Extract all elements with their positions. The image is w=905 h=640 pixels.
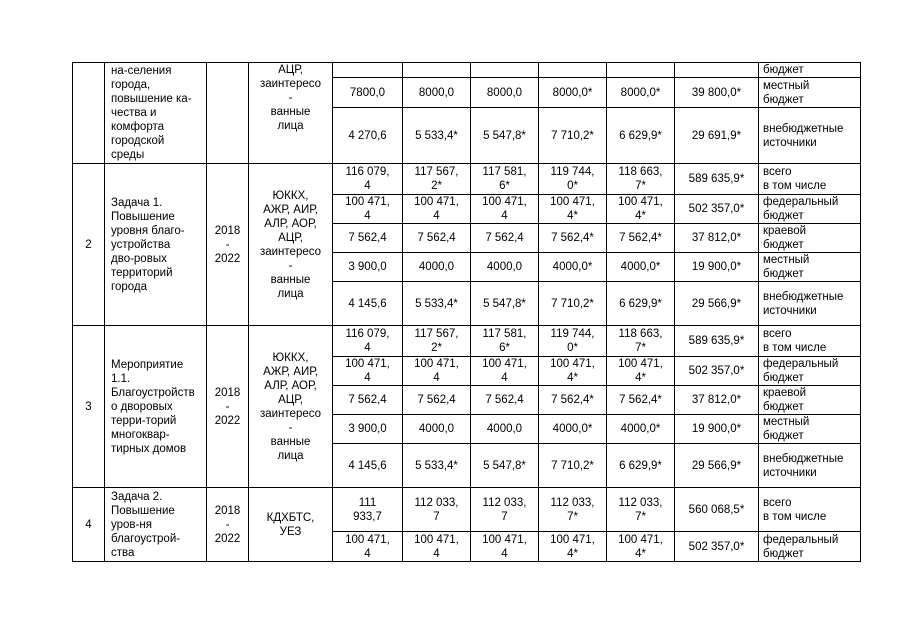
year-value [539, 532, 607, 562]
funding-source [759, 224, 861, 253]
text-line: уров-ня [111, 518, 152, 531]
budget-table-page [72, 62, 861, 562]
funding-source [759, 415, 861, 444]
year-value [403, 63, 471, 78]
row-number: 4 [73, 488, 105, 562]
year-value: 4000,0* [607, 415, 675, 444]
total-value: 502 357,0* [675, 357, 759, 386]
total-value: 560 068,5* [675, 488, 759, 532]
funding-source [759, 195, 861, 224]
year-value: 7 562,4* [607, 386, 675, 415]
year-value [333, 357, 403, 386]
row-number: 2 [73, 164, 105, 326]
year-value: 4 270,6 [333, 108, 403, 164]
year-value [403, 326, 471, 357]
year-value: 3 900,0 [333, 253, 403, 282]
text-line: 100 471, [482, 358, 527, 370]
year-value [471, 532, 539, 562]
text-line: КДХБТС, [266, 511, 315, 524]
year-value [471, 164, 539, 195]
year-value [471, 326, 539, 357]
text-line: 1.1. [111, 372, 131, 385]
text-line: 100 471, [550, 196, 595, 208]
text-line: 116 079, [345, 328, 390, 340]
text-line: 117 567, [414, 328, 459, 340]
text-line: - [288, 92, 293, 104]
year-value: 4000,0* [539, 253, 607, 282]
year-value [471, 488, 539, 532]
period-years [207, 326, 249, 488]
text-line: 100 471, [618, 358, 663, 370]
text-line: - [225, 238, 230, 251]
year-value [539, 164, 607, 195]
text-line: 112 033, [618, 496, 663, 509]
text-line: города [111, 280, 147, 293]
text-line: 111 [358, 496, 377, 509]
text-line: бюджет [763, 430, 804, 442]
year-value: 8000,0* [539, 78, 607, 108]
text-line: бюджет [763, 401, 804, 413]
text-line: федеральный [763, 533, 839, 546]
text-line: среды [111, 149, 145, 161]
executors [249, 63, 333, 164]
text-line: АЖР, АИР, [263, 365, 318, 378]
year-value [403, 357, 471, 386]
year-value [607, 357, 675, 386]
text-line: заинтересо [259, 245, 322, 258]
year-value: 5 547,8* [471, 108, 539, 164]
text-line: ЮККХ, [272, 189, 309, 202]
total-value: 39 800,0* [675, 78, 759, 108]
text-line: 4 [433, 547, 440, 560]
year-value [607, 532, 675, 562]
text-line: 100 471, [414, 533, 459, 546]
text-line: заинтересо [259, 407, 322, 420]
text-line: 2018 [214, 386, 241, 399]
text-line: АЛР, АОР, [264, 217, 317, 230]
year-value: 5 533,4* [403, 108, 471, 164]
text-line: 100 471, [618, 533, 663, 546]
text-line: бюджет [763, 372, 804, 384]
total-value: 589 635,9* [675, 326, 759, 357]
text-line: УЕЗ [279, 525, 302, 538]
text-line: 2022 [214, 532, 241, 545]
year-value [539, 326, 607, 357]
table-row [73, 488, 861, 532]
executors [249, 488, 333, 562]
text-line: источники [763, 466, 817, 479]
text-line: 4* [567, 372, 578, 384]
budget-table [72, 62, 861, 562]
year-value [607, 195, 675, 224]
year-value [607, 488, 675, 532]
year-value: 7 710,2* [539, 444, 607, 488]
text-line: 933,7 [353, 510, 382, 523]
year-value: 4000,0 [471, 415, 539, 444]
total-value: 37 812,0* [675, 224, 759, 253]
text-line: федеральный [763, 358, 839, 370]
text-line: ванные [270, 435, 311, 448]
task-description [105, 326, 207, 488]
text-line: 100 471, [414, 196, 459, 208]
text-line: - [225, 400, 230, 413]
text-line: бюджет [763, 547, 804, 560]
year-value: 7 710,2* [539, 108, 607, 164]
text-line: заинтересо [259, 78, 322, 90]
text-line: краевой [763, 387, 807, 399]
year-value: 7 562,4 [333, 224, 403, 253]
year-value: 4000,0* [607, 253, 675, 282]
funding-source [759, 253, 861, 282]
year-value: 5 533,4* [403, 282, 471, 326]
total-value: 589 635,9* [675, 164, 759, 195]
text-line: 100 471, [482, 196, 527, 208]
text-line: - [288, 421, 293, 434]
text-line: АЦР, [278, 64, 303, 76]
total-value: 29 691,9* [675, 108, 759, 164]
funding-source [759, 444, 861, 488]
executors [249, 326, 333, 488]
year-value: 7800,0 [333, 78, 403, 108]
funding-source [759, 108, 861, 164]
table-row [73, 326, 861, 357]
text-line: 112 033, [482, 496, 527, 509]
text-line: источники [763, 136, 817, 149]
text-line: - [225, 518, 230, 531]
text-line: 4 [364, 547, 371, 560]
text-line: 4 [433, 372, 440, 384]
text-line: городской [111, 135, 165, 147]
year-value [403, 532, 471, 562]
total-value [675, 63, 759, 78]
year-value: 7 562,4* [539, 224, 607, 253]
text-line: 6* [499, 342, 510, 354]
year-value: 8000,0* [607, 78, 675, 108]
year-value [539, 357, 607, 386]
text-line: лица [277, 449, 304, 462]
text-line: дво-ровых [111, 252, 167, 265]
text-line: 117 567, [414, 166, 459, 178]
text-line: лица [277, 120, 304, 132]
total-value: 502 357,0* [675, 532, 759, 562]
text-line: 4* [567, 210, 578, 222]
total-value: 502 357,0* [675, 195, 759, 224]
text-line: 4* [635, 210, 646, 222]
text-line: 100 471, [345, 358, 390, 370]
text-line: в том числе [763, 342, 827, 354]
text-line: 100 471, [414, 358, 459, 370]
text-line: 2* [431, 180, 442, 192]
text-line: 4 [364, 372, 371, 384]
year-value: 7 562,4 [403, 386, 471, 415]
year-value [333, 63, 403, 78]
text-line: на-селения [111, 65, 172, 77]
year-value: 5 547,8* [471, 444, 539, 488]
year-value: 4 145,6 [333, 444, 403, 488]
text-line: 7 [501, 510, 508, 523]
task-description [105, 63, 207, 164]
text-line: источники [763, 304, 817, 317]
text-line: 119 744, [550, 328, 595, 340]
text-line: Благоустройств [111, 386, 195, 399]
year-value [333, 195, 403, 224]
table-row [73, 63, 861, 78]
year-value: 6 629,9* [607, 444, 675, 488]
year-value [471, 357, 539, 386]
text-line: 100 471, [550, 533, 595, 546]
year-value [403, 195, 471, 224]
year-value [607, 63, 675, 78]
text-line: Задача 1. [111, 196, 163, 209]
total-value: 37 812,0* [675, 386, 759, 415]
funding-source [759, 164, 861, 195]
funding-source [759, 78, 861, 108]
text-line: внебюджетные [763, 290, 844, 303]
text-line: 4* [635, 547, 646, 560]
text-line: 2* [431, 342, 442, 354]
text-line: всего [763, 496, 792, 509]
text-line: лица [277, 287, 304, 300]
year-value: 7 562,4 [471, 224, 539, 253]
text-line: в том числе [763, 180, 827, 192]
funding-source [759, 488, 861, 532]
text-line: 4* [567, 547, 578, 560]
year-value [333, 488, 403, 532]
text-line: 100 471, [482, 533, 527, 546]
text-line: внебюджетные [763, 452, 844, 465]
year-value: 4000,0 [403, 415, 471, 444]
year-value [539, 488, 607, 532]
text-line: ства [111, 546, 135, 559]
text-line: 7* [635, 342, 646, 354]
funding-source [759, 357, 861, 386]
text-line: бюджет [763, 93, 804, 106]
text-line: бюджет [763, 268, 804, 280]
budget-table-body [73, 63, 861, 562]
text-line: 100 471, [550, 358, 595, 370]
year-value [471, 63, 539, 78]
text-line: всего [763, 166, 792, 178]
text-line: 112 033, [414, 496, 459, 509]
year-value [539, 63, 607, 78]
text-line: территорий [111, 266, 173, 279]
text-line: 0* [567, 180, 578, 192]
year-value: 6 629,9* [607, 282, 675, 326]
text-line: 118 663, [618, 166, 663, 178]
task-description [105, 488, 207, 562]
year-value: 8000,0 [471, 78, 539, 108]
year-value: 7 562,4* [607, 224, 675, 253]
text-line: 2018 [214, 224, 241, 237]
text-line: местный [763, 79, 810, 92]
text-line: АЛР, АОР, [264, 379, 317, 392]
text-line: бюджет [763, 64, 804, 76]
text-line: 4 [364, 180, 371, 192]
year-value: 8000,0 [403, 78, 471, 108]
text-line: о дворовых [111, 400, 173, 413]
text-line: 100 471, [345, 533, 390, 546]
year-value [403, 164, 471, 195]
text-line: 2022 [214, 252, 241, 265]
text-line: 4 [364, 342, 371, 354]
text-line: АЦР, [278, 393, 303, 406]
text-line: краевой [763, 225, 807, 237]
year-value [539, 195, 607, 224]
text-line: уровня благо- [111, 224, 185, 237]
text-line: 118 663, [618, 328, 663, 340]
text-line: 100 471, [345, 196, 390, 208]
text-line: 4 [501, 372, 508, 384]
year-value: 4000,0 [471, 253, 539, 282]
year-value: 6 629,9* [607, 108, 675, 164]
text-line: Повышение [111, 504, 175, 517]
table-row [73, 164, 861, 195]
total-value: 19 900,0* [675, 253, 759, 282]
text-line: Задача 2. [111, 490, 163, 503]
text-line: АЦР, [278, 231, 303, 244]
text-line: АЖР, АИР, [263, 203, 318, 216]
year-value [333, 532, 403, 562]
text-line: внебюджетные [763, 122, 844, 135]
text-line: 117 581, [482, 166, 527, 178]
funding-source [759, 386, 861, 415]
text-line: 7* [635, 180, 646, 192]
text-line: 117 581, [482, 328, 527, 340]
text-line: 4 [501, 547, 508, 560]
period-years [207, 63, 249, 164]
funding-source [759, 532, 861, 562]
year-value: 5 547,8* [471, 282, 539, 326]
year-value: 7 562,4 [333, 386, 403, 415]
text-line: 2018 [214, 504, 241, 517]
text-line: - [288, 259, 293, 272]
text-line: многоквар- [111, 428, 170, 441]
year-value: 7 562,4* [539, 386, 607, 415]
text-line: в том числе [763, 510, 827, 523]
year-value: 4000,0 [403, 253, 471, 282]
year-value: 5 533,4* [403, 444, 471, 488]
text-line: терри-торий [111, 414, 177, 427]
text-line: 4* [635, 372, 646, 384]
text-line: 4 [364, 210, 371, 222]
row-number: 3 [73, 326, 105, 488]
text-line: благоустрой- [111, 532, 181, 545]
text-line: ЮККХ, [272, 351, 309, 364]
funding-source [759, 326, 861, 357]
text-line: города, [111, 79, 151, 91]
year-value [403, 488, 471, 532]
text-line: местный [763, 416, 810, 428]
text-line: 7 [433, 510, 440, 523]
text-line: ванные [270, 273, 311, 286]
year-value [333, 326, 403, 357]
text-line: местный [763, 254, 810, 266]
text-line: бюджет [763, 239, 804, 251]
executors [249, 164, 333, 326]
year-value: 3 900,0 [333, 415, 403, 444]
text-line: 6* [499, 180, 510, 192]
text-line: 4 [433, 210, 440, 222]
text-line: 2022 [214, 414, 241, 427]
text-line: комфорта [111, 121, 164, 133]
row-number [73, 63, 105, 164]
total-value: 19 900,0* [675, 415, 759, 444]
year-value [607, 164, 675, 195]
period-years [207, 488, 249, 562]
text-line: Мероприятие [111, 358, 184, 371]
year-value: 7 562,4 [471, 386, 539, 415]
text-line: 119 744, [550, 166, 595, 178]
text-line: 100 471, [618, 196, 663, 208]
text-line: 7* [567, 510, 578, 523]
text-line: повышение ка- [111, 93, 192, 105]
text-line: тирных домов [111, 442, 187, 455]
task-description [105, 164, 207, 326]
year-value: 4 145,6 [333, 282, 403, 326]
text-line: 116 079, [345, 166, 390, 178]
text-line: устройства [111, 238, 171, 251]
text-line: 4 [501, 210, 508, 222]
year-value [607, 326, 675, 357]
total-value: 29 566,9* [675, 444, 759, 488]
text-line: чества и [111, 107, 157, 119]
year-value: 7 562,4 [403, 224, 471, 253]
funding-source [759, 282, 861, 326]
period-years [207, 164, 249, 326]
text-line: ванные [270, 106, 311, 118]
text-line: бюджет [763, 210, 804, 222]
text-line: 0* [567, 342, 578, 354]
year-value [333, 164, 403, 195]
year-value: 7 710,2* [539, 282, 607, 326]
text-line: 7* [635, 510, 646, 523]
text-line: федеральный [763, 196, 839, 208]
year-value: 4000,0* [539, 415, 607, 444]
text-line: Повышение [111, 210, 175, 223]
text-line: 112 033, [550, 496, 595, 509]
total-value: 29 566,9* [675, 282, 759, 326]
text-line: всего [763, 328, 792, 340]
funding-source [759, 63, 861, 78]
year-value [471, 195, 539, 224]
